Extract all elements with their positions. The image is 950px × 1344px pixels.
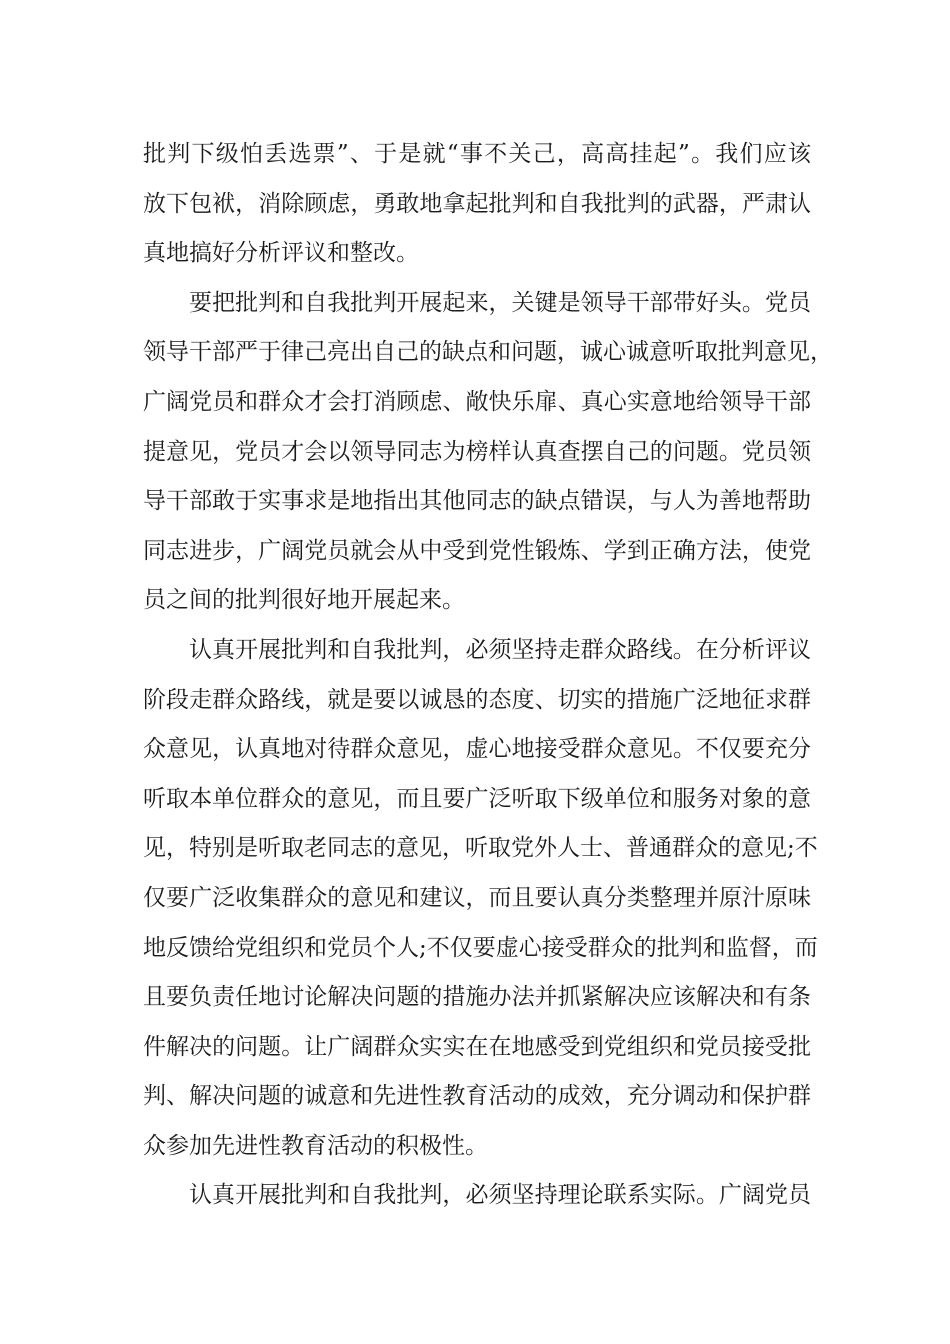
paragraph-line: 且要负责任地讨论解决问题的措施办法并抓紧解决应该解决和有条 [143,984,811,1011]
paragraph-line: 众意见，认真地对待群众意见，虚心地接受群众意见。不仅要充分 [143,736,811,763]
paragraph-line: 批判下级怕丢选票”、于是就“事不关己，高高挂起”。我们应该 [143,141,811,167]
paragraph-line: 仅要广泛收集群众的意见和建议，而且要认真分类整理并原汁原味 [143,884,811,911]
paragraph-line: 领导干部严于律己亮出自己的缺点和问题，诚心诚意听取批判意见， [143,339,833,366]
paragraph-line: 地反馈给党组织和党员个人;不仅要虚心接受群众的批判和监督，而 [143,934,818,961]
paragraph-line: 员之间的批判很好地开展起来。 [143,587,465,614]
paragraph-line: 众参加先进性教育活动的积极性。 [143,1132,488,1159]
paragraph-line: 提意见，党员才会以领导同志为榜样认真查摆自己的问题。党员领 [143,438,811,465]
paragraph-line: 导干部敢于实事求是地指出其他同志的缺点错误，与人为善地帮助 [143,488,811,515]
paragraph-line: 同志进步，广阔党员就会从中受到党性锻炼、学到正确方法，使党 [143,537,811,564]
paragraph-first-line: 认真开展批判和自我批判，必须坚持走群众路线。在分析评议 [189,636,811,663]
paragraph-line: 件解决的问题。让广阔群众实实在在地感受到党组织和党员接受批 [143,1033,811,1060]
paragraph-line: 判、解决问题的诚意和先进性教育活动的成效，充分调动和保护群 [143,1083,811,1110]
paragraph-line: 阶段走群众路线，就是要以诚恳的态度、切实的措施广泛地征求群 [143,686,811,713]
paragraph-first-line: 认真开展批判和自我批判，必须坚持理论联系实际。广阔党员 [189,1182,811,1209]
paragraph-line: 放下包袱，消除顾虑，勇敢地拿起批判和自我批判的武器，严肃认 [143,190,811,217]
paragraph-line: 见，特别是听取老同志的意见，听取党外人士、普通群众的意见;不 [143,835,818,862]
paragraph-line: 真地搞好分析评议和整改。 [143,240,419,267]
paragraph-line: 听取本单位群众的意见，而且要广泛听取下级单位和服务对象的意 [143,785,811,812]
body-text [143,130,833,1221]
paragraph-first-line: 要把批判和自我批判开展起来，关键是领导干部带好头。党员 [189,289,811,316]
paragraph-line: 广阔党员和群众才会打消顾虑、敞快乐扉、真心实意地给领导干部 [143,388,811,415]
